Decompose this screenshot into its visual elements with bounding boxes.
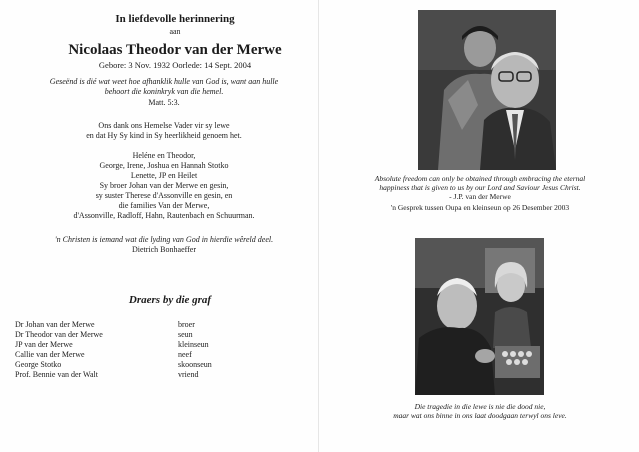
bearer-name: Prof. Bennie van der Walt (15, 370, 98, 379)
family-line: Lenette, JP en Heilet (130, 171, 198, 180)
bearer-relation: seun (178, 330, 193, 339)
photo-grandfather-grandson (418, 10, 556, 170)
deceased-name: Nicolaas Theodor van der Merwe (68, 42, 282, 58)
verse-line-2: behoort die koninkryk van die hemel. (104, 87, 224, 96)
bearer-name: Dr Johan van der Merwe (15, 320, 95, 329)
family-line: sy suster Therese d'Assonville en gesin, en (95, 191, 233, 200)
bearer-name: George Stotko (15, 360, 62, 369)
family-line: die families Van der Merwe, (118, 201, 210, 210)
caption2-line1: Die tragedie in die lewe is nie die dood nie, (414, 402, 546, 411)
bearer-relation: broer (178, 320, 195, 329)
photo-grandfather-granddaughter (415, 238, 544, 395)
heading: In liefdevolle herinnering (115, 13, 235, 25)
caption1-subtitle: 'n Gesprek tussen Oupa en kleinseun op 26 Desember 2003 (390, 203, 570, 212)
verse-line-1: Geseënd is dié wat weet hoe afhanklik hulle van God is, want aan hulle (49, 77, 279, 86)
bearer-name: JP van der Merwe (15, 340, 73, 349)
family-line: d'Assonville, Radloff, Hahn, Rautenbach en Schuurman. (73, 211, 255, 220)
family-line: George, Irene, Joshua en Hannah Stotko (99, 161, 229, 170)
caption2-line2: maar wat ons binne in ons laat doodgaan terwyl ons leve. (393, 411, 567, 420)
caption1-attribution: - J.P. van der Merwe (449, 192, 511, 201)
bearer-relation: vriend (178, 370, 199, 379)
family-line: Sy broer Johan van der Merwe en gesin, (99, 181, 229, 190)
bearer-relation: skoonseun (178, 360, 212, 369)
life-dates: Gebore: 3 Nov. 1932 Oorlede: 14 Sept. 2004 (98, 60, 252, 70)
thanks-line-1: Ons dank ons Hemelse Vader vir sy lewe (98, 121, 230, 130)
quote-text: 'n Christen is iemand wat die lyding van God in hierdie wêreld deel. (54, 235, 274, 244)
photo-grandfather-grandson-image (418, 10, 556, 170)
bearer-relation: kleinseun (178, 340, 209, 349)
bearers-title: Draers by die graf (128, 294, 212, 306)
caption1-line1: Absolute freedom can only be obtained through embracing the eternal (374, 174, 586, 183)
quote-author: Dietrich Bonhaeffer (131, 245, 197, 254)
heading-aan: aan (169, 27, 181, 36)
bearer-name: Dr Theodor van der Merwe (15, 330, 103, 339)
bearer-name: Callie van der Merwe (15, 350, 85, 359)
thanks-line-2: en dat Hy Sy kind in Sy heerlikheid genoem het. (86, 131, 242, 140)
caption1-line2: happiness that is given to us by our Lord and Saviour Jesus Christ. (379, 183, 581, 192)
bearer-relation: neef (178, 350, 192, 359)
verse-reference: Matt. 5:3. (148, 98, 180, 107)
photo-grandfather-granddaughter-image (415, 238, 544, 395)
family-line: Heléne en Theodor, (132, 151, 196, 160)
